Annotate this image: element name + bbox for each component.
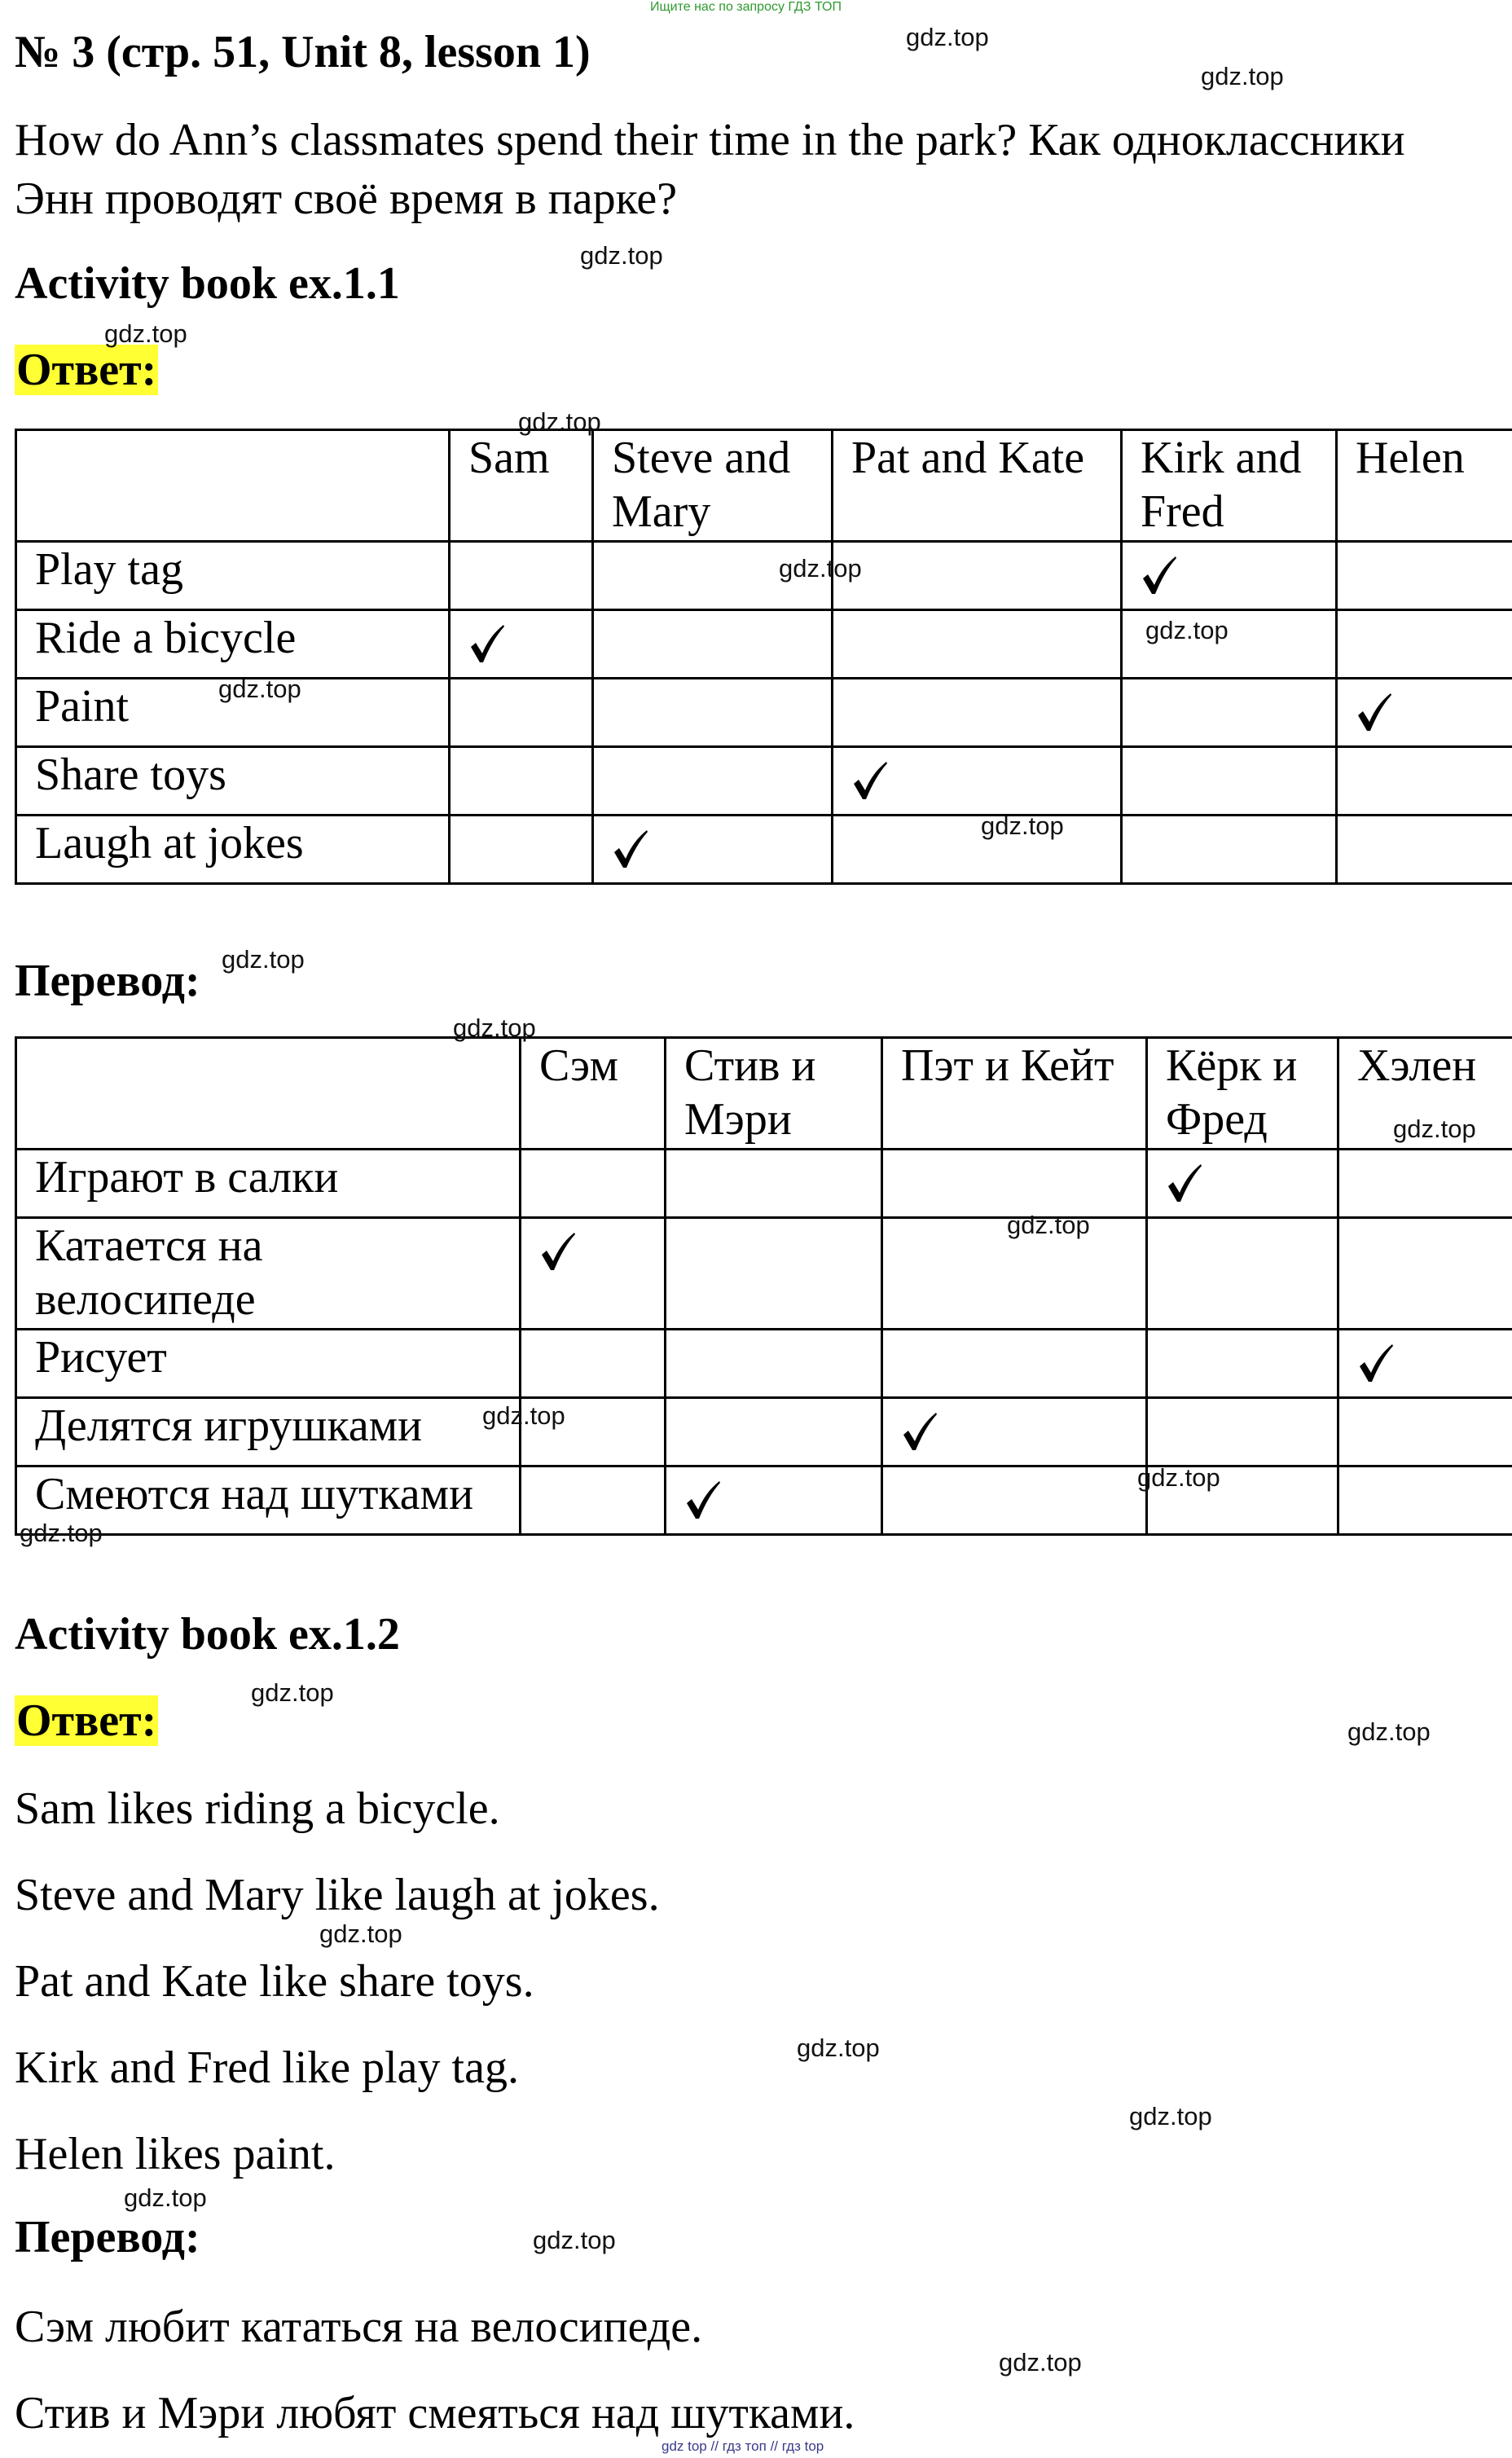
check-cell [1338,1398,1512,1466]
check-cell [450,747,593,816]
check-cell [450,610,593,679]
watermark: gdz.top [1393,1115,1476,1143]
table-row [16,1398,1512,1466]
watermark: gdz.top [319,1919,402,1948]
footer-link[interactable]: гдз топ [722,2438,767,2454]
footer-separator: // [770,2438,779,2454]
check-cell [593,679,833,747]
column-header [450,430,593,542]
column-header [1337,430,1512,542]
check-cell [1147,1218,1338,1330]
row-label-line: Paint [35,681,130,732]
check-cell [882,1150,1147,1218]
check-cell [1122,747,1337,816]
column-header-line: Sam [468,433,550,483]
row-label [16,816,450,884]
watermark: gdz.top [124,2183,207,2212]
column-header [833,430,1122,542]
table-row [16,1218,1512,1330]
section2-answer-label [15,1695,158,1747]
checkmark-icon [851,759,889,802]
table-header-row [16,430,1512,542]
check-cell [833,816,1122,884]
check-cell [666,1398,882,1466]
row-label-line: Рисует [35,1332,167,1383]
watermark: gdz.top [518,407,601,436]
check-cell [1337,747,1512,816]
column-header-line: Fred [1141,486,1224,537]
answer-highlight: Ответ: [16,1695,157,1746]
table-row [16,1150,1512,1218]
row-label-line: Play tag [35,544,183,595]
footer-links [662,2438,824,2455]
check-cell [521,1150,666,1218]
check-cell [593,816,833,884]
check-cell [833,679,1122,747]
column-header [882,1038,1147,1150]
watermark: gdz.top [533,2226,616,2254]
row-label-line: Катается на [35,1220,263,1271]
table-row [16,542,1512,610]
row-label [16,1150,521,1218]
watermark: gdz.top [482,1401,565,1430]
answer-table [15,429,1512,885]
row-label [16,1218,521,1330]
check-cell [1338,1330,1512,1398]
column-header-line: Pat and Kate [851,433,1085,483]
checkmark-icon [612,828,649,870]
table-row [16,610,1512,679]
sentence: Helen likes paint. [15,2129,336,2179]
check-cell [1337,816,1512,884]
column-header-line: Helen [1356,433,1465,483]
check-cell [450,542,593,610]
watermark: gdz.top [580,241,663,270]
check-cell [593,747,833,816]
column-header [666,1038,882,1150]
check-cell [450,679,593,747]
check-cell [833,747,1122,816]
check-cell [1338,1466,1512,1535]
translation-sentence: Стив и Мэри любят смеяться над шутками. [15,2388,855,2438]
check-cell [833,610,1122,679]
checkmark-icon [1141,554,1178,596]
row-label-line: Делятся игрушками [35,1400,423,1451]
table-row [16,816,1512,884]
row-label-line: Ride a bicycle [35,613,297,663]
check-cell [1338,1218,1512,1330]
checkmark-icon [468,622,506,665]
row-label-line: Играют в салки [35,1152,339,1203]
column-header-line: Кёрк и [1166,1040,1298,1091]
check-cell [450,816,593,884]
check-cell [521,1466,666,1535]
column-header-line: Фред [1166,1094,1268,1145]
column-header-line: Mary [612,486,711,537]
check-cell [521,1330,666,1398]
watermark: gdz.top [1007,1211,1090,1239]
check-cell [666,1150,882,1218]
table-row [16,1466,1512,1535]
row-label-line: велосипеде [35,1274,256,1325]
watermark: gdz.top [453,1014,536,1042]
column-header-line: Сэм [539,1040,619,1091]
watermark: gdz.top [20,1519,103,1547]
watermark: gdz.top [222,945,305,974]
watermark: gdz.top [797,2034,880,2062]
corner-cell [16,430,450,542]
check-cell [593,610,833,679]
translation-table [15,1036,1512,1536]
check-cell [833,542,1122,610]
check-cell [1122,679,1337,747]
footer-link[interactable]: gdz top [662,2438,707,2454]
watermark: gdz.top [981,811,1064,840]
watermark: gdz.top [1201,62,1284,90]
watermark: gdz.top [104,319,187,348]
column-header-line: Стив и [684,1040,816,1091]
checkmark-icon [1357,1342,1395,1384]
corner-cell [16,1038,521,1150]
section1-answer-label [15,344,158,396]
table-row [16,747,1512,816]
sentence: Pat and Kate like share toys. [15,1956,534,2007]
column-header [1122,430,1337,542]
check-cell [1122,816,1337,884]
check-cell [882,1466,1147,1535]
table-row [16,1330,1512,1398]
sentence: Sam likes riding a bicycle. [15,1783,500,1834]
row-label [16,542,450,610]
footer-separator: // [710,2438,719,2454]
column-header [593,430,833,542]
row-label [16,747,450,816]
check-cell [882,1330,1147,1398]
sentence: Kirk and Fred like play tag. [15,2042,519,2093]
row-label [16,1398,521,1466]
check-cell [1122,542,1337,610]
question-line-2: Энн проводят своё время в парке? [15,174,678,224]
row-label [16,610,450,679]
check-cell [1147,1150,1338,1218]
section1-translation-label: Перевод: [15,956,200,1006]
check-cell [521,1218,666,1330]
footer-link[interactable]: гдз top [781,2438,824,2454]
watermark: gdz.top [1137,1463,1220,1492]
question-line-1: How do Ann’s classmates spend their time in the park? Как одноклассники [15,115,1405,165]
checkmark-icon [539,1230,577,1273]
watermark: gdz.top [999,2348,1082,2377]
table-header-row [16,1038,1512,1150]
sentence: Steve and Mary like laugh at jokes. [15,1870,660,1920]
check-cell [1147,1398,1338,1466]
check-cell [666,1466,882,1535]
column-header-line: Пэт и Кейт [901,1040,1114,1091]
column-header-line: Хэлен [1357,1040,1477,1091]
checkmark-icon [684,1479,722,1521]
answer-highlight: Ответ: [16,345,157,395]
column-header-line: Steve and [612,433,791,483]
column-header [1147,1038,1338,1150]
watermark: gdz.top [1347,1717,1431,1746]
column-header-line: Мэри [684,1094,792,1145]
column-header [521,1038,666,1150]
column-header-line: Kirk and [1141,433,1302,483]
check-cell [1147,1330,1338,1398]
watermark: gdz.top [906,23,989,51]
row-label-line: Laugh at jokes [35,818,304,868]
checkmark-icon [901,1410,938,1453]
page-title: № 3 (стр. 51, Unit 8, lesson 1) [15,27,591,77]
checkmark-icon [1356,691,1393,733]
checkmark-icon [1166,1162,1203,1204]
check-cell [666,1218,882,1330]
check-cell [1337,542,1512,610]
check-cell [1338,1150,1512,1218]
check-cell [666,1330,882,1398]
check-cell [1337,679,1512,747]
row-label-line: Share toys [35,750,226,800]
watermark: gdz.top [779,554,862,583]
row-label-line: Смеются над шутками [35,1469,474,1519]
watermark: gdz.top [1145,616,1228,644]
check-cell [1337,610,1512,679]
section1-heading: Activity book ex.1.1 [15,258,400,309]
section2-translation-label: Перевод: [15,2212,200,2262]
watermark: gdz.top [218,675,301,703]
section2-heading: Activity book ex.1.2 [15,1609,400,1660]
watermark: gdz.top [1129,2102,1212,2130]
top-banner: Ищите нас по запросу ГДЗ ТОП [650,0,842,14]
translation-sentence: Сэм любит кататься на велосипеде. [15,2302,703,2352]
row-label [16,1330,521,1398]
watermark: gdz.top [251,1678,334,1707]
check-cell [882,1398,1147,1466]
